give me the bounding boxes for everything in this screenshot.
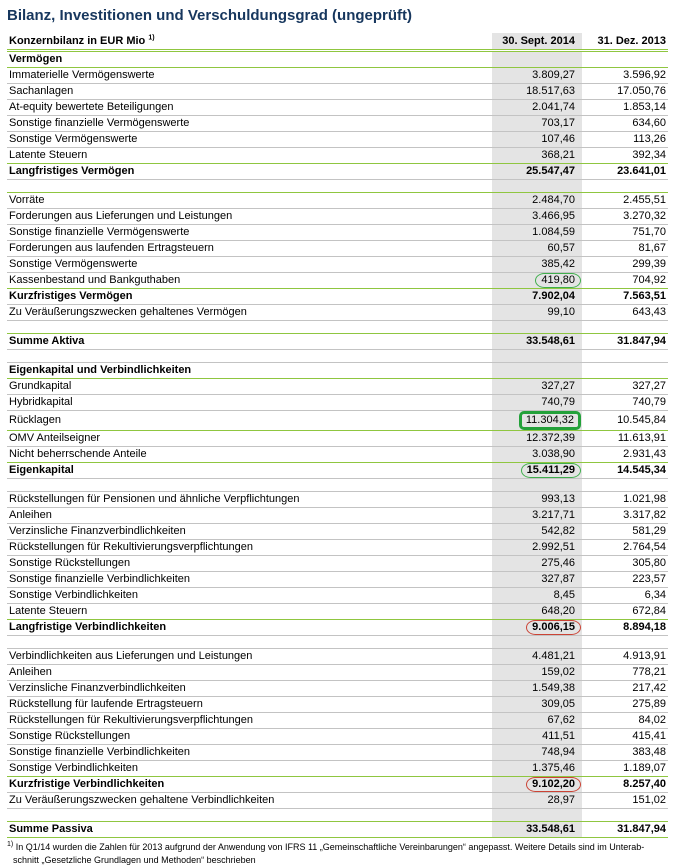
spacer-cell <box>582 350 668 363</box>
value-2014: 368,21 <box>492 148 582 164</box>
value-2014 <box>492 620 582 636</box>
spacer-cell <box>582 636 668 649</box>
table-row <box>7 68 668 84</box>
spacer-cell <box>582 180 668 193</box>
spacer-cell <box>582 479 668 492</box>
value-2013: 113,26 <box>582 132 668 148</box>
value-2013: 8.257,40 <box>582 777 668 793</box>
value-2014: 60,57 <box>492 241 582 257</box>
column-header-2014: 30. Sept. 2014 <box>492 33 582 51</box>
row-label: Verzinsliche Finanzverbindlichkeiten <box>7 681 492 697</box>
value-2013: 1.021,98 <box>582 492 668 508</box>
table-row <box>7 257 668 273</box>
value-2014: 309,05 <box>492 697 582 713</box>
table-row <box>7 241 668 257</box>
row-label: Sachanlagen <box>7 84 492 100</box>
value-2014: 648,20 <box>492 604 582 620</box>
row-label: Sonstige Rückstellungen <box>7 556 492 572</box>
row-label: Grundkapital <box>7 379 492 395</box>
value-2014: 25.547,47 <box>492 164 582 180</box>
value-2014 <box>492 363 582 379</box>
table-row <box>7 524 668 540</box>
value-2013: 2.455,51 <box>582 193 668 209</box>
spacer-row <box>7 180 668 193</box>
table-header-row <box>7 33 668 51</box>
spacer-row <box>7 479 668 492</box>
spacer-cell <box>7 479 492 492</box>
spacer-cell <box>7 180 492 193</box>
row-label: At-equity bewertete Beteiligungen <box>7 100 492 116</box>
value-2014: 7.902,04 <box>492 289 582 305</box>
value-2014: 1.549,38 <box>492 681 582 697</box>
row-label: Kassenbestand und Bankguthaben <box>7 273 492 289</box>
value-2013: 415,41 <box>582 729 668 745</box>
spacer-cell <box>492 350 582 363</box>
value-2014: 4.481,21 <box>492 649 582 665</box>
value-2014 <box>492 51 582 68</box>
table-row <box>7 164 668 180</box>
value-2013: 17.050,76 <box>582 84 668 100</box>
header-label-text: Konzernbilanz in EUR Mio <box>9 34 146 47</box>
table-row <box>7 148 668 164</box>
page-title: Bilanz, Investitionen und Verschuldungsgrad (ungeprüft) <box>7 7 413 24</box>
value-2014: 3.466,95 <box>492 209 582 225</box>
value-2014: 99,10 <box>492 305 582 321</box>
table-row <box>7 777 668 793</box>
value-2013: 1.853,14 <box>582 100 668 116</box>
value-2014: 411,51 <box>492 729 582 745</box>
table-row <box>7 363 668 379</box>
value-2013: 2.764,54 <box>582 540 668 556</box>
row-label: Langfristiges Vermögen <box>7 164 492 180</box>
table-row <box>7 572 668 588</box>
value-2013 <box>582 363 668 379</box>
spacer-cell <box>7 636 492 649</box>
value-2013: 299,39 <box>582 257 668 273</box>
row-label: Hybridkapital <box>7 395 492 411</box>
table-row <box>7 793 668 809</box>
spacer-cell <box>582 809 668 822</box>
value-2014: 28,97 <box>492 793 582 809</box>
green-box-annotation: 11.304,32 <box>519 411 581 430</box>
row-label: Rücklagen <box>7 411 492 431</box>
value-2014: 1.375,46 <box>492 761 582 777</box>
spacer-cell <box>582 321 668 334</box>
value-2013: 31.847,94 <box>582 334 668 350</box>
value-2014: 703,17 <box>492 116 582 132</box>
row-label: Anleihen <box>7 665 492 681</box>
value-2013: 4.913,91 <box>582 649 668 665</box>
value-2013: 704,92 <box>582 273 668 289</box>
table-row <box>7 209 668 225</box>
row-label: Kurzfristiges Vermögen <box>7 289 492 305</box>
value-2013: 581,29 <box>582 524 668 540</box>
table-row <box>7 681 668 697</box>
value-2014: 107,46 <box>492 132 582 148</box>
spacer-cell <box>492 180 582 193</box>
value-2013: 3.270,32 <box>582 209 668 225</box>
value-2014: 2.484,70 <box>492 193 582 209</box>
table-row <box>7 116 668 132</box>
row-label: Latente Steuern <box>7 148 492 164</box>
spacer-cell <box>7 321 492 334</box>
table-row <box>7 305 668 321</box>
value-2013: 151,02 <box>582 793 668 809</box>
row-label: Immaterielle Vermögenswerte <box>7 68 492 84</box>
spacer-row <box>7 636 668 649</box>
row-label: Verzinsliche Finanzverbindlichkeiten <box>7 524 492 540</box>
table-row <box>7 649 668 665</box>
value-2013: 392,34 <box>582 148 668 164</box>
value-2013: 751,70 <box>582 225 668 241</box>
value-2014: 33.548,61 <box>492 822 582 838</box>
table-body <box>7 51 668 838</box>
table-row <box>7 697 668 713</box>
header-footnote-marker: 1) <box>148 33 155 41</box>
value-2014 <box>492 273 582 289</box>
table-row <box>7 822 668 838</box>
table-row <box>7 334 668 350</box>
row-label: Zu Veräußerungszwecken gehaltenes Vermögen <box>7 305 492 321</box>
value-2013: 84,02 <box>582 713 668 729</box>
table-row <box>7 713 668 729</box>
table-row <box>7 463 668 479</box>
row-label: Vorräte <box>7 193 492 209</box>
value-2013: 2.931,43 <box>582 447 668 463</box>
value-2014: 8,45 <box>492 588 582 604</box>
row-label: Anleihen <box>7 508 492 524</box>
value-2013: 305,80 <box>582 556 668 572</box>
value-2013: 3.596,92 <box>582 68 668 84</box>
value-2013: 740,79 <box>582 395 668 411</box>
table-row <box>7 604 668 620</box>
row-label: Zu Veräußerungszwecken gehaltene Verbindlichkeiten <box>7 793 492 809</box>
row-label: Latente Steuern <box>7 604 492 620</box>
row-label: Sonstige finanzielle Vermögenswerte <box>7 225 492 241</box>
value-2014: 385,42 <box>492 257 582 273</box>
value-2013: 23.641,01 <box>582 164 668 180</box>
value-2013 <box>582 51 668 68</box>
value-2014: 993,13 <box>492 492 582 508</box>
footnote-line1: In Q1/14 wurden die Zahlen für 2013 aufgrund der Anwendung von IFRS 11 „Gemeinschaftliche Vereinbarungen“ angepasst. Weitere Details sind im Unterab- <box>15 842 645 852</box>
table-row <box>7 379 668 395</box>
row-label: Nicht beherrschende Anteile <box>7 447 492 463</box>
value-2014: 748,94 <box>492 745 582 761</box>
spacer-cell <box>7 809 492 822</box>
value-2013: 275,89 <box>582 697 668 713</box>
row-label: Langfristige Verbindlichkeiten <box>7 620 492 636</box>
value-2013: 8.894,18 <box>582 620 668 636</box>
table-row <box>7 289 668 305</box>
row-label: Sonstige Vermögenswerte <box>7 132 492 148</box>
row-label: Forderungen aus laufenden Ertragsteuern <box>7 241 492 257</box>
table-row <box>7 447 668 463</box>
footnote-line2: schnitt „Gesetzliche Grundlagen und Methoden“ beschrieben <box>13 855 256 865</box>
table-row <box>7 100 668 116</box>
value-2013: 634,60 <box>582 116 668 132</box>
value-2014: 159,02 <box>492 665 582 681</box>
row-label: Sonstige Verbindlichkeiten <box>7 588 492 604</box>
value-2013: 778,21 <box>582 665 668 681</box>
table-row <box>7 556 668 572</box>
row-label: Rückstellungen für Rekultivierungsverpflichtungen <box>7 540 492 556</box>
spacer-cell <box>492 636 582 649</box>
value-2014: 740,79 <box>492 395 582 411</box>
spacer-row <box>7 350 668 363</box>
value-2014: 2.041,74 <box>492 100 582 116</box>
value-2013: 6,34 <box>582 588 668 604</box>
footnote-marker: 1) <box>7 841 14 848</box>
table-row <box>7 132 668 148</box>
table-row <box>7 761 668 777</box>
value-2014: 18.517,63 <box>492 84 582 100</box>
value-2014: 1.084,59 <box>492 225 582 241</box>
table-row <box>7 540 668 556</box>
value-2013: 383,48 <box>582 745 668 761</box>
value-2014: 3.217,71 <box>492 508 582 524</box>
spacer-cell <box>492 479 582 492</box>
row-label: Vermögen <box>7 51 492 68</box>
table-row <box>7 395 668 411</box>
row-label: Rückstellungen für Pensionen und ähnliche Verpflichtungen <box>7 492 492 508</box>
value-2014: 67,62 <box>492 713 582 729</box>
green-ellipse-annotation: 15.411,29 <box>521 463 581 478</box>
row-label: Sonstige Verbindlichkeiten <box>7 761 492 777</box>
red-ellipse-annotation: 9.006,15 <box>526 620 581 635</box>
row-label: Summe Aktiva <box>7 334 492 350</box>
value-2013: 14.545,34 <box>582 463 668 479</box>
value-2014: 275,46 <box>492 556 582 572</box>
table-row <box>7 729 668 745</box>
value-2014: 3.038,90 <box>492 447 582 463</box>
value-2014: 327,27 <box>492 379 582 395</box>
row-label: Sonstige finanzielle Vermögenswerte <box>7 116 492 132</box>
table-row <box>7 431 668 447</box>
row-label: Summe Passiva <box>7 822 492 838</box>
spacer-cell <box>492 321 582 334</box>
spacer-row <box>7 321 668 334</box>
value-2014 <box>492 411 582 431</box>
value-2013: 3.317,82 <box>582 508 668 524</box>
value-2013: 643,43 <box>582 305 668 321</box>
value-2013: 672,84 <box>582 604 668 620</box>
value-2013: 223,57 <box>582 572 668 588</box>
red-ellipse-annotation: 9.102,20 <box>526 777 581 792</box>
value-2013: 10.545,84 <box>582 411 668 431</box>
value-2014: 542,82 <box>492 524 582 540</box>
spacer-cell <box>7 350 492 363</box>
table-row <box>7 51 668 68</box>
table-row <box>7 193 668 209</box>
table-row <box>7 745 668 761</box>
row-label: Eigenkapital und Verbindlichkeiten <box>7 363 492 379</box>
table-row <box>7 665 668 681</box>
row-label: Sonstige finanzielle Verbindlichkeiten <box>7 745 492 761</box>
value-2014: 327,87 <box>492 572 582 588</box>
table-row <box>7 225 668 241</box>
value-2013: 327,27 <box>582 379 668 395</box>
row-label: Sonstige finanzielle Verbindlichkeiten <box>7 572 492 588</box>
table-row <box>7 508 668 524</box>
row-label: Kurzfristige Verbindlichkeiten <box>7 777 492 793</box>
value-2013: 7.563,51 <box>582 289 668 305</box>
row-label: Verbindlichkeiten aus Lieferungen und Leistungen <box>7 649 492 665</box>
value-2014: 33.548,61 <box>492 334 582 350</box>
value-2013: 81,67 <box>582 241 668 257</box>
row-label: Forderungen aus Lieferungen und Leistungen <box>7 209 492 225</box>
balance-sheet-table <box>7 33 668 838</box>
value-2014: 3.809,27 <box>492 68 582 84</box>
value-2014: 12.372,39 <box>492 431 582 447</box>
value-2014 <box>492 463 582 479</box>
green-ellipse-annotation: 419,80 <box>535 273 581 288</box>
table-row <box>7 620 668 636</box>
spacer-row <box>7 809 668 822</box>
table-row <box>7 411 668 431</box>
row-label: Rückstellungen für Rekultivierungsverpflichtungen <box>7 713 492 729</box>
table-row <box>7 84 668 100</box>
row-label: OMV Anteilseigner <box>7 431 492 447</box>
value-2013: 217,42 <box>582 681 668 697</box>
value-2013: 1.189,07 <box>582 761 668 777</box>
value-2014 <box>492 777 582 793</box>
row-label: Sonstige Rückstellungen <box>7 729 492 745</box>
value-2013: 31.847,94 <box>582 822 668 838</box>
spacer-cell <box>492 809 582 822</box>
footnote <box>7 841 668 867</box>
table-row <box>7 588 668 604</box>
value-2014: 2.992,51 <box>492 540 582 556</box>
table-header-label <box>7 33 492 51</box>
column-header-2013: 31. Dez. 2013 <box>582 33 668 51</box>
row-label: Rückstellung für laufende Ertragsteuern <box>7 697 492 713</box>
row-label: Sonstige Vermögenswerte <box>7 257 492 273</box>
value-2013: 11.613,91 <box>582 431 668 447</box>
table-row <box>7 492 668 508</box>
table-row <box>7 273 668 289</box>
row-label: Eigenkapital <box>7 463 492 479</box>
